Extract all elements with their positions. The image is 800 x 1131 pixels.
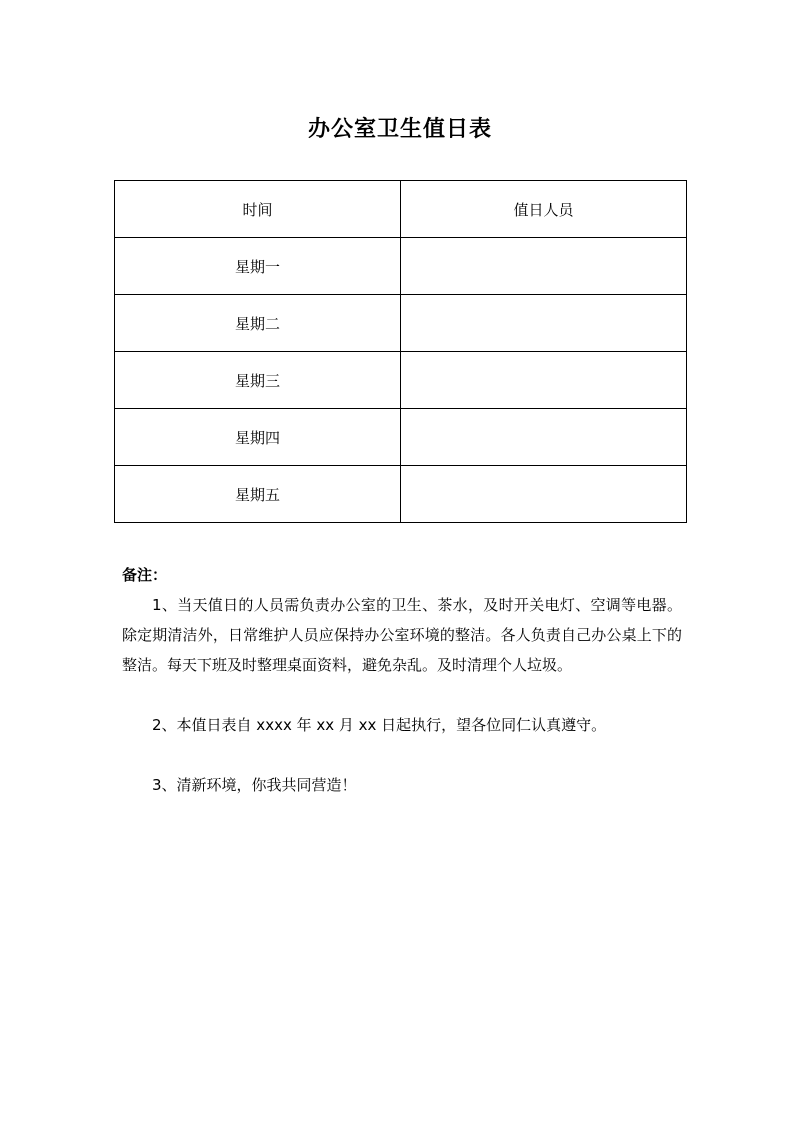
day-cell: 星期一 [115,238,401,295]
person-cell[interactable] [401,295,687,352]
person-cell[interactable] [401,409,687,466]
table-row [115,466,687,523]
day-cell: 星期三 [115,352,401,409]
person-cell[interactable] [401,238,687,295]
duty-table [114,180,687,523]
table-row [115,238,687,295]
table-row [115,409,687,466]
notes-section [122,560,682,800]
notes-label: 备注： [122,566,168,584]
person-cell[interactable] [401,352,687,409]
person-cell[interactable] [401,466,687,523]
note-item-3: 3、清新环境，你我共同营造！ [152,776,357,794]
page-title: 办公室卫生值日表 [307,117,492,142]
table-row [115,295,687,352]
header-duty-person: 值日人员 [401,181,687,238]
day-cell: 星期四 [115,409,401,466]
day-cell: 星期二 [115,295,401,352]
day-cell: 星期五 [115,466,401,523]
table-row [115,352,687,409]
note-item-1: 1、当天值日的人员需负责办公室的卫生、茶水，及时开关电灯、空调等电器。除定期清洁外，日常维护人员应保持办公室环境的整洁。各人负责自己办公桌上下的整洁。每天下班及时整理桌面资料，避免杂乱。及时清理个人垃圾。 [122,596,682,674]
note-item-2: 2、本值日表自 xxxx 年 xx 月 xx 日起执行，望各位同仁认真遵守。 [152,716,607,734]
header-time: 时间 [115,181,401,238]
table-header-row [115,181,687,238]
